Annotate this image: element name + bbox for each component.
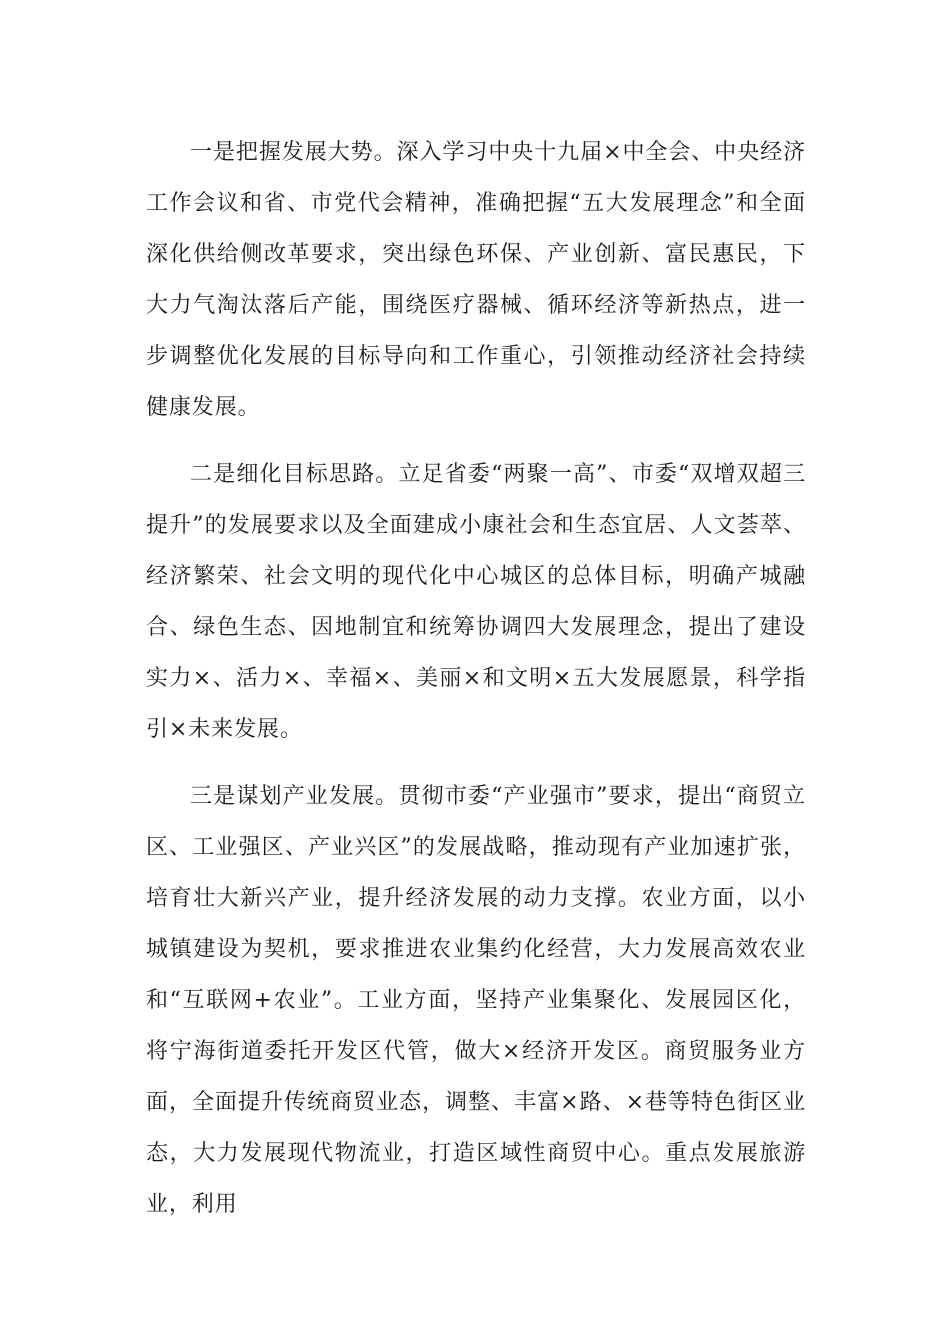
paragraph-3: 三是谋划产业发展。贯彻市委“产业强市”要求，提出“商贸立区、工业强区、产业兴区”的发展战略，推动现有产业加速扩张，培育壮大新兴产业，提升经济发展的动力支撑。农业方面，以小城镇建设为契机，要求推进农业集约化经营，大力发展高效农业和“互联网+农业”。工业方面，坚持产业集聚化、发展园区化，将宁海街道委托开发区代管，做大×经济开发区。商贸服务业方面，全面提升传统商贸业态，调整、丰富×路、×巷等特色街区业态，大力发展现代物流业，打造区域性商贸中心。重点发展旅游业，利用 bbox=[146, 784, 806, 1217]
paragraph-2: 二是细化目标思路。立足省委“两聚一高”、市委“双增双超三提升”的发展要求以及全面建成小康社会和生态宜居、人文荟萃、经济繁荣、社会文明的现代化中心城区的总体目标，明确产城融合、绿色生态、因地制宜和统筹协调四大发展理念，提出了建设实力×、活力×、幸福×、美丽×和文明×五大发展愿景，科学指引×未来发展。 bbox=[146, 462, 806, 742]
document-body bbox=[146, 127, 806, 1246]
paragraph-1: 一是把握发展大势。深入学习中央十九届×中全会、中央经济工作会议和省、市党代会精神，准确把握“五大发展理念”和全面深化供给侧改革要求，突出绿色环保、产业创新、富民惠民，下大力气淘汰落后产能，围绕医疗器械、循环经济等新热点，进一步调整优化发展的目标导向和工作重心，引领推动经济社会持续健康发展。 bbox=[146, 140, 806, 420]
